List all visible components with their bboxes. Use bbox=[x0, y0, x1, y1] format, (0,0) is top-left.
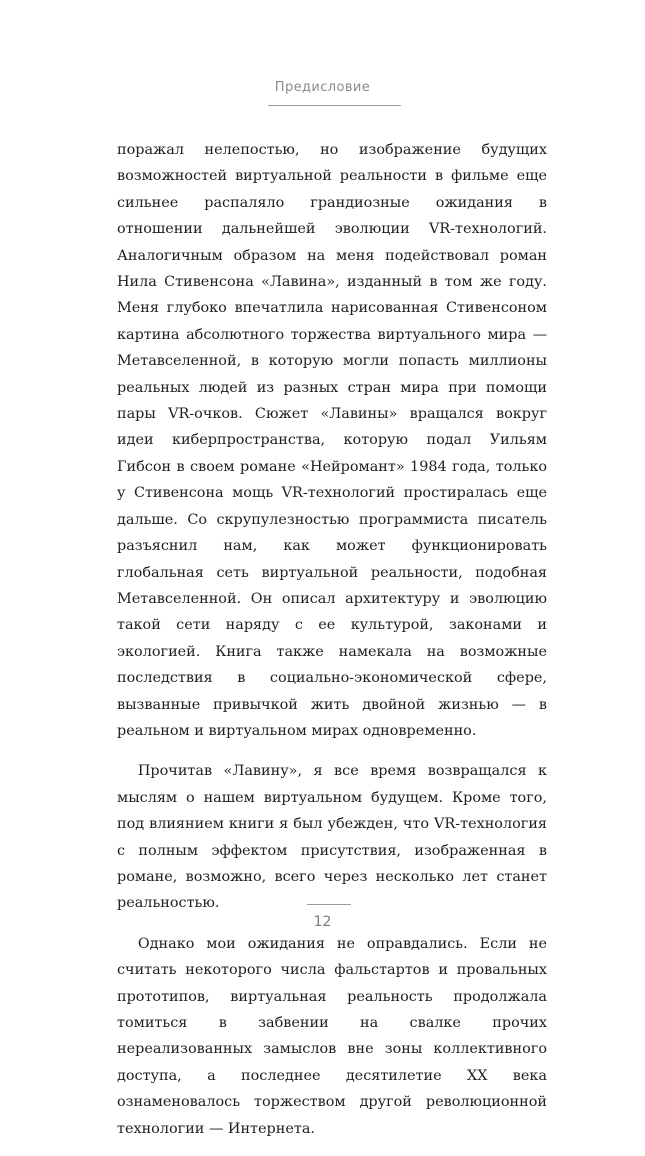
body-text bbox=[117, 137, 547, 1156]
paragraph-continued: поражал нелепостью, но изображение будущих возможностей виртуальной реальности в фильме еще сильнее распаляло грандиозные ожидания в отношении дальнейшей эволюции VR-технологий. Аналогичным образом на меня подействовал роман Нила Стивенсона «Лавина», изданный в том же году. Меня глубоко впечатлила нарисованная Стивенсоном картина абсолютного торжества виртуального мира — Метавселенной, в которую могли попасть миллионы реальных людей из разных стран мира при помощи пары VR-очков. Сюжет «Лавины» вращался вокруг идеи киберпространства, которую подал Уильям Гибсон в своем романе «Нейромант» 1984 года, только у Стивенсона мощь VR-технологий простиралась еще дальше. Со скрупулезностью программиста писатель разъяснил нам, как может функционировать глобальная сеть виртуальной реальности, подобная Метавселенной. Он описал архитектуру и эволюцию такой сети наряду с ее культурой, законами и экологией. Книга также намекала на возможные последствия в социально-экономической сфере, вызванные привычкой жить двойной жизнью — в реальном и виртуальном мирах одновременно. bbox=[117, 142, 547, 739]
paragraph: Прочитав «Лавину», я все время возвращался к мыслям о нашем виртуальном будущем. Кроме того, под влиянием книги я был убежден, что VR-технология с полным эффектом присутствия, изображенная в романе, возможно, всего через несколько лет станет реальностью. bbox=[117, 763, 547, 912]
page-number: 12 bbox=[313, 914, 332, 930]
running-head-rule bbox=[268, 105, 401, 106]
running-head: Предисловие bbox=[274, 80, 371, 95]
paragraph: Однако мои ожидания не оправдались. Если не считать некоторого числа фальстартов и провальных прототипов, виртуальная реальность продолжала томиться в забвении на свалке прочих нереализованных замыслов вне зоны коллективного доступа, а последнее десятилетие XX века ознаменовалось торжеством другой революционной технологии — Интернета. bbox=[117, 935, 547, 1137]
page-number-rule bbox=[307, 904, 351, 905]
